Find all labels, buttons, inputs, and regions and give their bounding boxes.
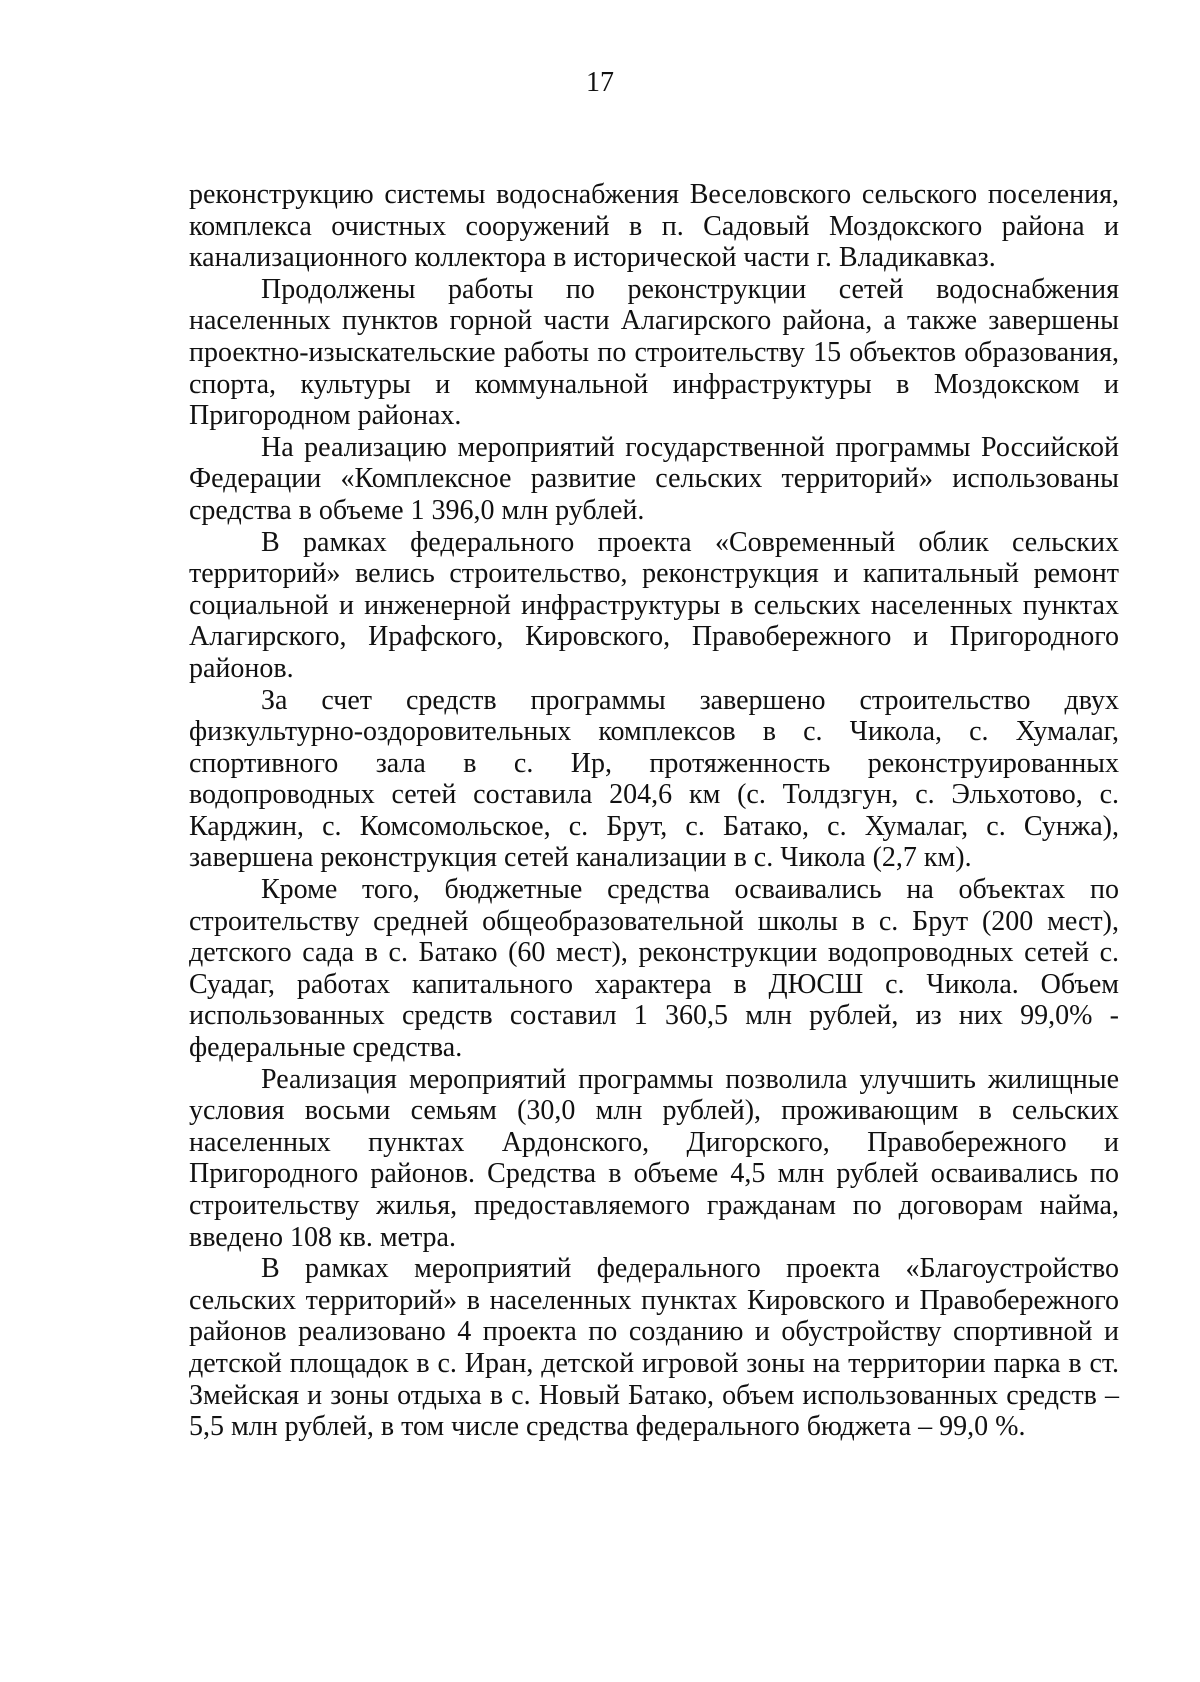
paragraph: Продолжены работы по реконструкции сетей водоснабжения населенных пунктов горной части Алагирского района, а также завершены проектно-изыскательские работы по строительству 15 объектов образования, спорта, культуры и коммунальной инфраструктуры в Моздокском и Пригородном районах. <box>189 273 1119 432</box>
page-number: 17 <box>586 67 614 98</box>
paragraph: В рамках федерального проекта «Современный облик сельских территорий» велись строительство, реконструкция и капитальный ремонт социальной и инженерной инфраструктуры в сельских населенных пунктах Алагирского, Ирафского, Кировского, Правобережного и Пригородного районов. <box>189 526 1119 684</box>
paragraph: Реализация мероприятий программы позволила улучшить жилищные условия восьми семьям (30,0 млн рублей), проживающим в сельских населенных пунктах Ардонского, Дигорского, Правобережного и Пригородного районов. Средства в объеме 4,5 млн рублей осваивались по строительству жилья, предоставляемого гражданам по договорам найма, введено 108 кв. метра. <box>189 1063 1119 1253</box>
document-body <box>189 179 1119 1443</box>
paragraph-continuation: реконструкцию системы водоснабжения Веселовского сельского поселения, комплекса очистных сооружений в п. Садовый Моздокского района и канализационного коллектора в исторической части г. Владикавказ. <box>189 179 1119 274</box>
paragraph: За счет средств программы завершено строительство двух физкультурно-оздоровительных комплексов в с. Чикола, с. Хумалаг, спортивного зала в с. Ир, протяженность реконструированных водопроводных сетей составила 204,6 км (с. Толдзгун, с. Эльхотово, с. Карджин, с. Комсомольское, с. Брут, с. Батако, с. Хумалаг, с. Сунжа), завершена реконструкция сетей канализации в с. Чикола (2,7 км). <box>189 684 1119 874</box>
paragraph: На реализацию мероприятий государственной программы Российской Федерации «Комплексное развитие сельских территорий» использованы средства в объеме 1 396,0 млн рублей. <box>189 431 1119 526</box>
paragraph: В рамках мероприятий федерального проекта «Благоустройство сельских территорий» в населенных пунктах Кировского и Правобережного районов реализовано 4 проекта по созданию и обустройству спортивной и детской площадок в с. Иран, детской игровой зоны на территории парка в ст. Змейская и зоны отдыха в с. Новый Батако, объем использованных средств – 5,5 млн рублей, в том числе средства федерального бюджета – 99,0 %. <box>189 1253 1119 1443</box>
paragraph: Кроме того, бюджетные средства осваивались на объектах по строительству средней общеобразовательной школы в с. Брут (200 мест), детского сада в с. Батако (60 мест), реконструкции водопроводных сетей с. Суадаг, работах капитального характера в ДЮСШ с. Чикола. Объем использованных средств составил 1 360,5 млн рублей, из них 99,0% - федеральные средства. <box>189 874 1119 1064</box>
